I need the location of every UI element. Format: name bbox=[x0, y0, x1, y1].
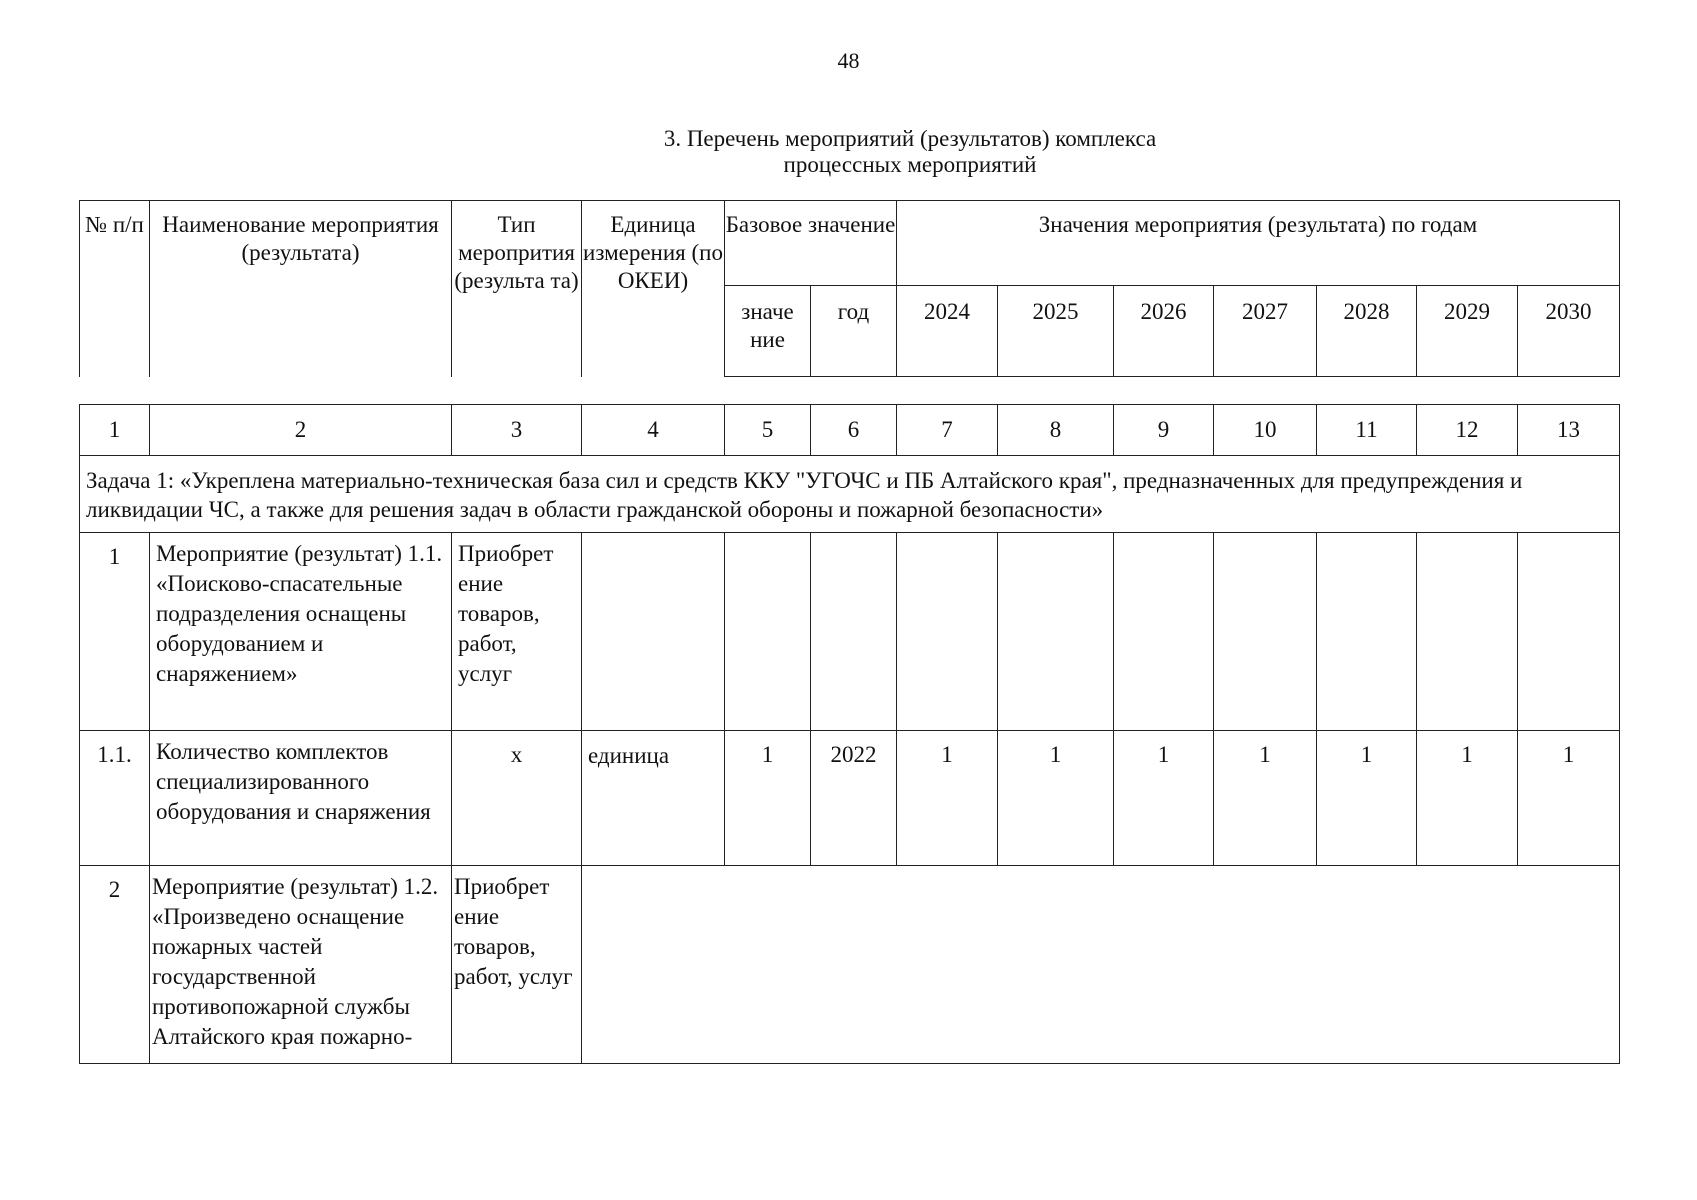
empty-cell bbox=[582, 533, 725, 731]
empty-cell bbox=[1214, 533, 1317, 731]
header-year-2028: 2028 bbox=[1317, 286, 1417, 377]
row-number: 1 bbox=[80, 533, 150, 731]
task-row bbox=[80, 456, 1620, 533]
column-number: 5 bbox=[725, 405, 811, 456]
table-row bbox=[80, 866, 1620, 1064]
empty-cell bbox=[1317, 533, 1417, 731]
empty-cell bbox=[725, 533, 811, 731]
header-col-no: № п/п bbox=[80, 201, 150, 377]
page-number: 48 bbox=[837, 48, 860, 73]
column-number-row bbox=[80, 405, 1620, 456]
empty-cell bbox=[811, 533, 897, 731]
header-col-unit: Единица измерения (по ОКЕИ) bbox=[582, 201, 725, 377]
row-number: 1.1. bbox=[80, 731, 150, 866]
row-name: Количество комплектов специализированного оборудования и снаряжения bbox=[150, 731, 452, 866]
column-number: 2 bbox=[150, 405, 452, 456]
empty-cell bbox=[1114, 533, 1214, 731]
empty-merged-cell bbox=[582, 866, 1620, 1064]
table-row bbox=[80, 533, 1620, 731]
row-type: Приобрет ение товаров, работ, услуг bbox=[452, 866, 582, 1064]
table-row bbox=[80, 731, 1620, 866]
header-year-2027: 2027 bbox=[1214, 286, 1317, 377]
activities-table bbox=[79, 404, 1620, 1064]
empty-cell bbox=[998, 533, 1114, 731]
row-value-2025: 1 bbox=[998, 731, 1114, 866]
header-base-value: значе ние bbox=[725, 286, 811, 377]
header-year-2030: 2030 bbox=[1518, 286, 1620, 377]
column-number: 13 bbox=[1518, 405, 1620, 456]
column-number: 10 bbox=[1214, 405, 1317, 456]
row-type: х bbox=[452, 731, 582, 866]
row-value-2024: 1 bbox=[897, 731, 998, 866]
column-number: 4 bbox=[582, 405, 725, 456]
row-value-2029: 1 bbox=[1417, 731, 1518, 866]
row-name: Мероприятие (результат) 1.2. «Произведено оснащение пожарных частей государственной противопожарной службы Алтайского края пожарно- bbox=[150, 866, 452, 1064]
row-value-2030: 1 bbox=[1518, 731, 1620, 866]
header-col-values: Значения мероприятия (результата) по годам bbox=[897, 201, 1620, 286]
column-number: 1 bbox=[80, 405, 150, 456]
header-year-2026: 2026 bbox=[1114, 286, 1214, 377]
row-base-value: 1 bbox=[725, 731, 811, 866]
row-unit: единица bbox=[582, 731, 725, 866]
column-number: 6 bbox=[811, 405, 897, 456]
section-title bbox=[560, 126, 1260, 178]
header-col-name: Наименование мероприятия (результата) bbox=[150, 201, 452, 377]
column-number: 3 bbox=[452, 405, 582, 456]
column-number: 12 bbox=[1417, 405, 1518, 456]
row-type: Приобрет ение товаров, работ, услуг bbox=[452, 533, 582, 731]
header-col-base: Базовое значение bbox=[725, 201, 897, 286]
row-base-year: 2022 bbox=[811, 731, 897, 866]
header-year-2024: 2024 bbox=[897, 286, 998, 377]
header-year-2025: 2025 bbox=[998, 286, 1114, 377]
section-title-line-1: 3. Перечень мероприятий (результатов) комплекса bbox=[663, 126, 1157, 151]
task-text: Задача 1: «Укреплена материально-техническая база сил и средств ККУ "УГОЧС и ПБ Алтайского края", предназначенных для предупреждения и ликвидации ЧС, а также для решения задач в области гражданской обороны и пожарной безопасности» bbox=[80, 456, 1620, 533]
header-col-type: Тип меропрития (результа та) bbox=[452, 201, 582, 377]
header-table bbox=[79, 200, 1620, 377]
column-number: 11 bbox=[1317, 405, 1417, 456]
column-number: 8 bbox=[998, 405, 1114, 456]
row-value-2028: 1 bbox=[1317, 731, 1417, 866]
empty-cell bbox=[1417, 533, 1518, 731]
empty-cell bbox=[897, 533, 998, 731]
header-base-year: год bbox=[811, 286, 897, 377]
header-year-2029: 2029 bbox=[1417, 286, 1518, 377]
section-title-line-2: процессных мероприятий bbox=[783, 152, 1037, 177]
empty-cell bbox=[1518, 533, 1620, 731]
row-value-2027: 1 bbox=[1214, 731, 1317, 866]
column-number: 7 bbox=[897, 405, 998, 456]
row-name: Мероприятие (результат) 1.1. «Поисково-спасательные подразделения оснащены оборудованием и снаряжением» bbox=[150, 533, 452, 731]
column-number: 9 bbox=[1114, 405, 1214, 456]
row-value-2026: 1 bbox=[1114, 731, 1214, 866]
row-number: 2 bbox=[80, 866, 150, 1064]
